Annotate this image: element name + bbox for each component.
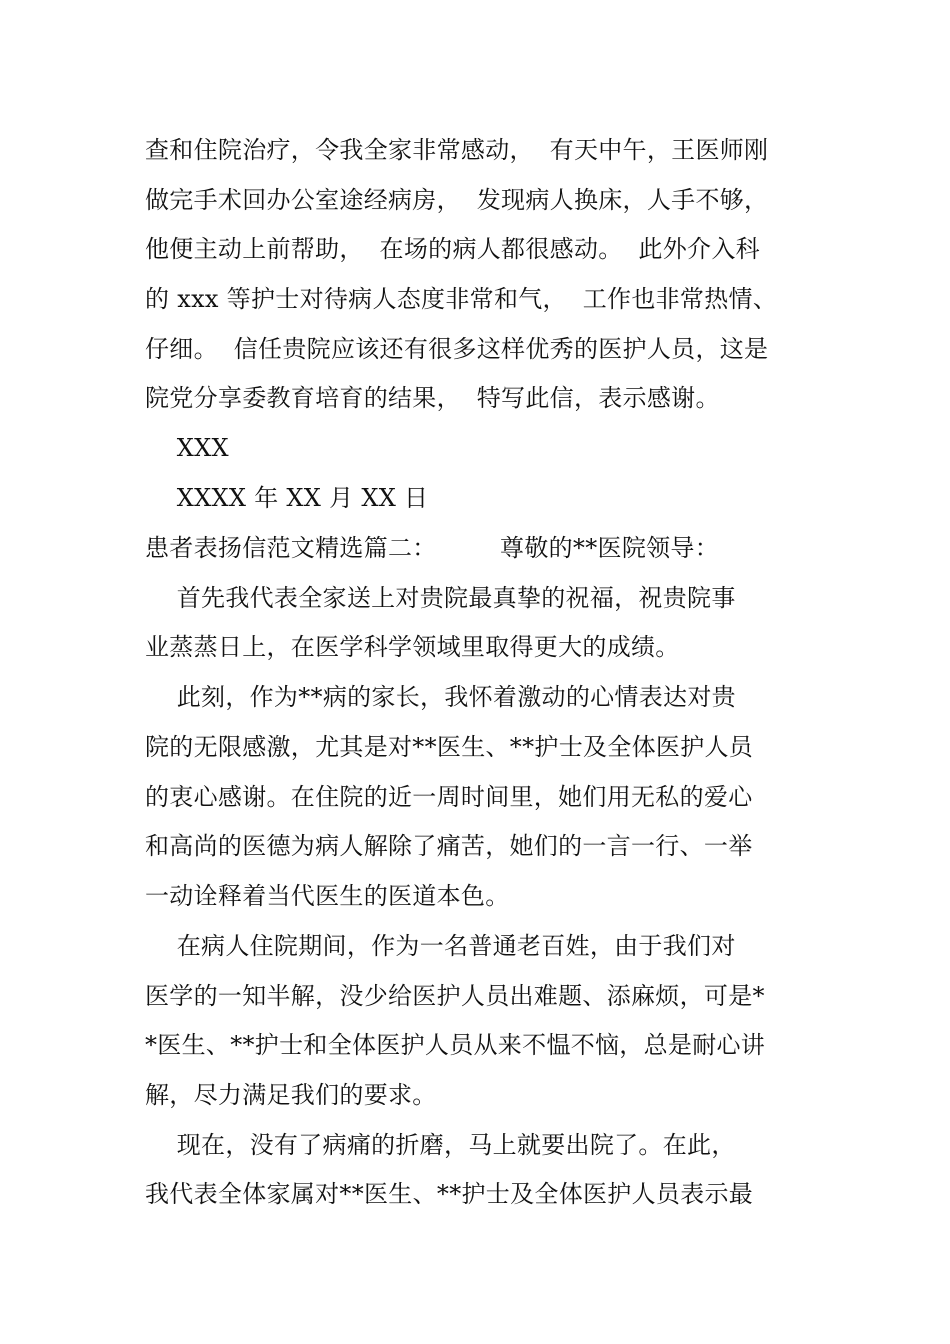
text-line: 在病人住院期间，作为一名普通老百姓，由于我们对 — [145, 932, 736, 960]
text-line: 院党分享委教育培育的结果， 特写此信，表示感谢。 — [145, 384, 720, 412]
text-line: 业蒸蒸日上，在医学科学领域里取得更大的成绩。 — [145, 633, 680, 661]
text-line: 首先我代表全家送上对贵院最真挚的祝福，祝贵院事 — [145, 584, 736, 612]
section-heading: 患者表扬信范文精选篇二： 尊敬的**医院领导： — [145, 534, 720, 562]
text-line: 的衷心感谢。在住院的近一周时间里，她们用无私的爱心 — [145, 783, 753, 811]
text-line: 他便主动上前帮助， 在场的病人都很感动。 此外介入科 — [145, 235, 760, 263]
signature-date: XXXX 年 XX 月 XX 日 — [145, 484, 429, 512]
text-line: 我代表全体家属对**医生、**护士及全体医护人员表示最 — [145, 1180, 754, 1208]
text-line: 院的无限感激，尤其是对**医生、**护士及全体医护人员 — [145, 733, 754, 761]
text-line: 解，尽力满足我们的要求。 — [145, 1081, 437, 1109]
text-line: 的 xxx 等护士对待病人态度非常和气， 工作也非常热情、 — [145, 285, 778, 313]
text-line: *医生、**护士和全体医护人员从来不愠不恼，总是耐心讲 — [145, 1031, 766, 1059]
text-line: 医学的一知半解，没少给医护人员出难题、添麻烦，可是* — [145, 982, 765, 1010]
text-line: 现在，没有了病痛的折磨，马上就要出院了。在此， — [145, 1131, 736, 1159]
text-line: 和高尚的医德为病人解除了痛苦，她们的一言一行、一举 — [145, 832, 753, 860]
text-line: 查和住院治疗，令我全家非常感动， 有天中午，王医师刚 — [145, 136, 769, 164]
signature-name: XXX — [145, 434, 229, 462]
text-line: 仔细。 信任贵院应该还有很多这样优秀的医护人员，这是 — [145, 335, 769, 363]
text-line: 做完手术回办公室途经病房， 发现病人换床，人手不够， — [145, 186, 769, 214]
text-line: 一动诠释着当代医生的医道本色。 — [145, 882, 510, 910]
text-line: 此刻，作为**病的家长，我怀着激动的心情表达对贵 — [145, 683, 736, 711]
